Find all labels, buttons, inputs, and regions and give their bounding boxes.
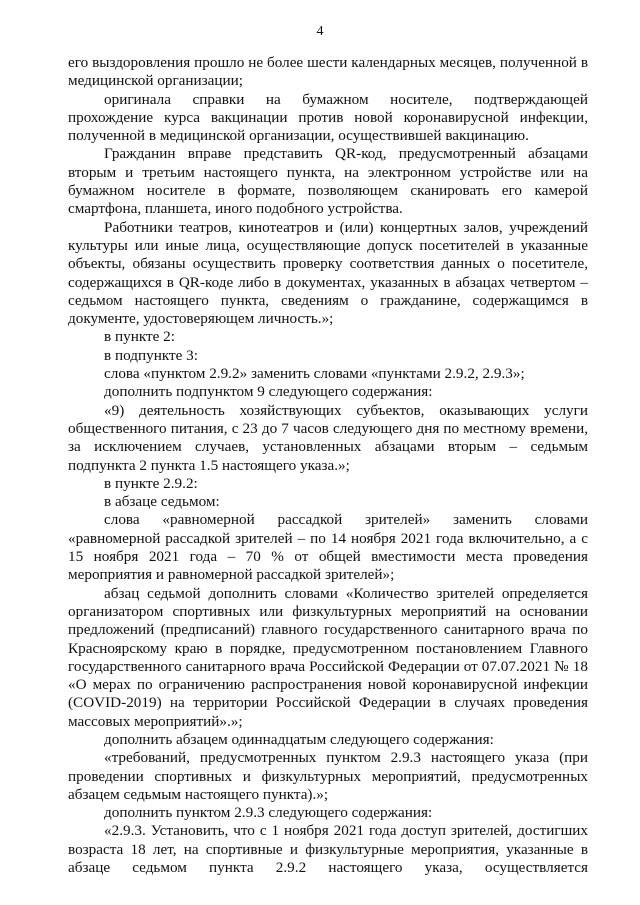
paragraph-replace-seating: слова «равномерной рассадкой зрителей» заменить словами «равномерной рассадкой зрителей – по 14 ноября 2021 года включительно, а с 15 ноября 2021 года – 70 % от общей вместимости места проведения мероприятия и равномерной рассадкой зрителей»; — [68, 511, 588, 584]
paragraph-replace-words: слова «пунктом 2.9.2» заменить словами «пунктами 2.9.2, 2.9.3»; — [104, 365, 525, 383]
page-number: 4 — [316, 24, 324, 39]
paragraph-in-subpoint-3: в подпункте 3: — [104, 346, 198, 364]
paragraph-vaccination-certificate: оригинала справки на бумажном носителе, подтверждающей прохождение курса вакцинации против новой коронавирусной инфекции, полученной в медицинской организации, осуществившей вакцинацию. — [68, 90, 588, 145]
paragraph-add-eleventh-abzac: дополнить абзацем одиннадцатым следующего содержания: — [104, 730, 494, 748]
paragraph-point-2-9-3-text: «2.9.3. Установить, что с 1 ноября 2021 года доступ зрителей, достигших возраста 18 лет, на спортивные и физкультурные мероприятия, указанные в абзаце седьмом пункта 2.9.2 настоящего указа, осуществляется — [68, 822, 588, 877]
document-body — [68, 54, 588, 877]
paragraph-spectator-count: абзац седьмой дополнить словами «Количество зрителей определяется организатором спортивных или физкультурных мероприятий на основании предложений (предписаний) главного государственного санитарного врача по Красноярскому краю в порядке, предусмотренном постановлением Главного государственного санитарного врача Российской Федерации от 07.07.2021 № 18 «О мерах по ограничению распространения новой коронавирусной инфекции (COVID-2019) на территории Российской Федерации в случаях проведения массовых мероприятий».»; — [68, 584, 588, 730]
paragraph-requirements: «требований, предусмотренных пунктом 2.9.3 настоящего указа (при проведении спортивных и физкультурных мероприятий, предусмотренных абзацем седьмым настоящего пункта).»; — [68, 749, 588, 803]
paragraph-in-point-2-9-2: в пункте 2.9.2: — [104, 474, 198, 492]
paragraph-qr-code-right: Гражданин вправе представить QR-код, предусмотренный абзацами вторым и третьим настоящего пункта, на электронном устройстве или на бумажном носителе в формате, позволяющем сканировать его камерой смартфона, планшета, иного подобного устройства. — [68, 145, 588, 218]
paragraph-in-point-2: в пункте 2: — [104, 328, 175, 346]
paragraph-staff-verification: Работники театров, кинотеатров и (или) концертных залов, учреждений культуры или иные лица, осуществляющие допуск посетителей в указанные объекты, обязаны осуществить проверку соответствия данных о посетителе, содержащихся в QR-коде либо в документах, указанных в абзацах четвертом – седьмом настоящего пункта, сведениям о гражданине, содержащимся в документе, удостоверяющем личность.»; — [68, 218, 588, 328]
paragraph-subpoint-9-text: «9) деятельность хозяйствующих субъектов, оказывающих услуги общественного питания, с 23 до 7 часов следующего дня по местному времени, за исключением случаев, установленных абзацами вторым – седьмым подпункта 2 пункта 1.5 настоящего указа.»; — [68, 401, 588, 474]
paragraph-in-seventh-abzac: в абзаце седьмом: — [104, 493, 220, 511]
paragraph-recovery-continuation: его выздоровления прошло не более шести календарных месяцев, полученной в медицинской организации; — [68, 54, 588, 90]
paragraph-add-point-2-9-3: дополнить пунктом 2.9.3 следующего содержания: — [104, 804, 433, 822]
paragraph-add-subpoint-9: дополнить подпунктом 9 следующего содержания: — [104, 383, 433, 401]
